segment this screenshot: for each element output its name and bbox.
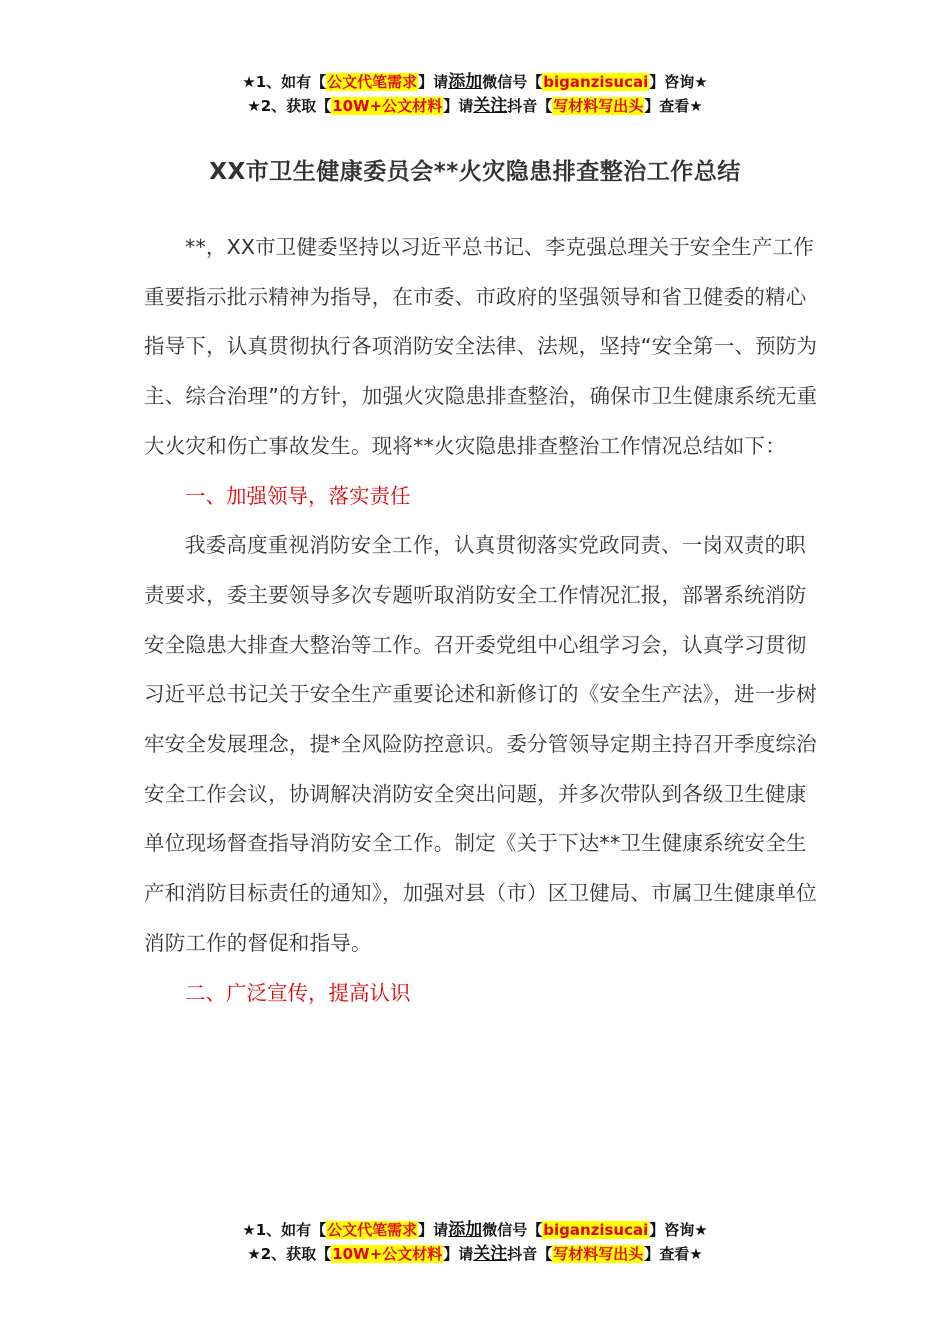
highlight-douyin-id: 写材料写出头 — [553, 97, 644, 115]
section-heading-2: 二、广泛宣传，提高认识 — [185, 980, 411, 1005]
section-heading-1: 一、加强领导，落实责任 — [185, 483, 411, 508]
highlight-douyin-id: 写材料写出头 — [553, 1245, 644, 1263]
highlight-materials: 10W+公文材料 — [332, 1245, 443, 1263]
header-banner — [0, 70, 950, 118]
highlight-wechat-id: biganzisucai — [543, 73, 649, 91]
document-body — [144, 223, 824, 1018]
paragraph-intro: **，XX市卫健委坚持以习近平总书记、李克强总理关于安全生产工作重要指示批示精神为指导，在市委、市政府的坚强领导和省卫健委的精心指导下，认真贯彻执行各项消防安全法律、法规，坚持“安全第一、预防为主、综合治理”的方针，加强火灾隐患排查整治，确保市卫生健康系统无重大火灾和伤亡事故发生。现将**火灾隐患排查整治工作情况总结如下： — [144, 235, 818, 458]
highlight-service: 公文代笔需求 — [327, 73, 418, 91]
banner-line-1: ★1、如有【公文代笔需求】请添加微信号【biganzisucai】咨询★ — [242, 1220, 708, 1240]
footer-banner — [0, 1218, 950, 1266]
highlight-materials: 10W+公文材料 — [332, 97, 443, 115]
banner-line-2: ★2、获取【10W+公文材料】请关注抖音【写材料写出头】查看★ — [247, 96, 703, 116]
highlight-wechat-id: biganzisucai — [543, 1221, 649, 1239]
highlight-service: 公文代笔需求 — [327, 1221, 418, 1239]
document-title: XX市卫生健康委员会**火灾隐患排查整治工作总结 — [209, 159, 741, 185]
banner-line-2: ★2、获取【10W+公文材料】请关注抖音【写材料写出头】查看★ — [247, 1244, 703, 1264]
banner-line-1: ★1、如有【公文代笔需求】请添加微信号【biganzisucai】咨询★ — [242, 72, 708, 92]
paragraph-section-1: 我委高度重视消防安全工作，认真贯彻落实党政同责、一岗双责的职责要求，委主要领导多次专题听取消防安全工作情况汇报，部署系统消防安全隐患大排查大整治等工作。召开委党组中心组学习会，认真学习贯彻习近平总书记关于安全生产重要论述和新修订的《安全生产法》，进一步树牢安全发展理念，提*全风险防控意识。委分管领导定期主持召开季度综治安全工作会议，协调解决消防安全突出问题，并多次带队到各级卫生健康单位现场督查指导消防安全工作。制定《关于下达**卫生健康系统安全生产和消防目标责任的通知》，加强对县（市）区卫健局、市属卫生健康单位消防工作的督促和指导。 — [144, 533, 817, 955]
